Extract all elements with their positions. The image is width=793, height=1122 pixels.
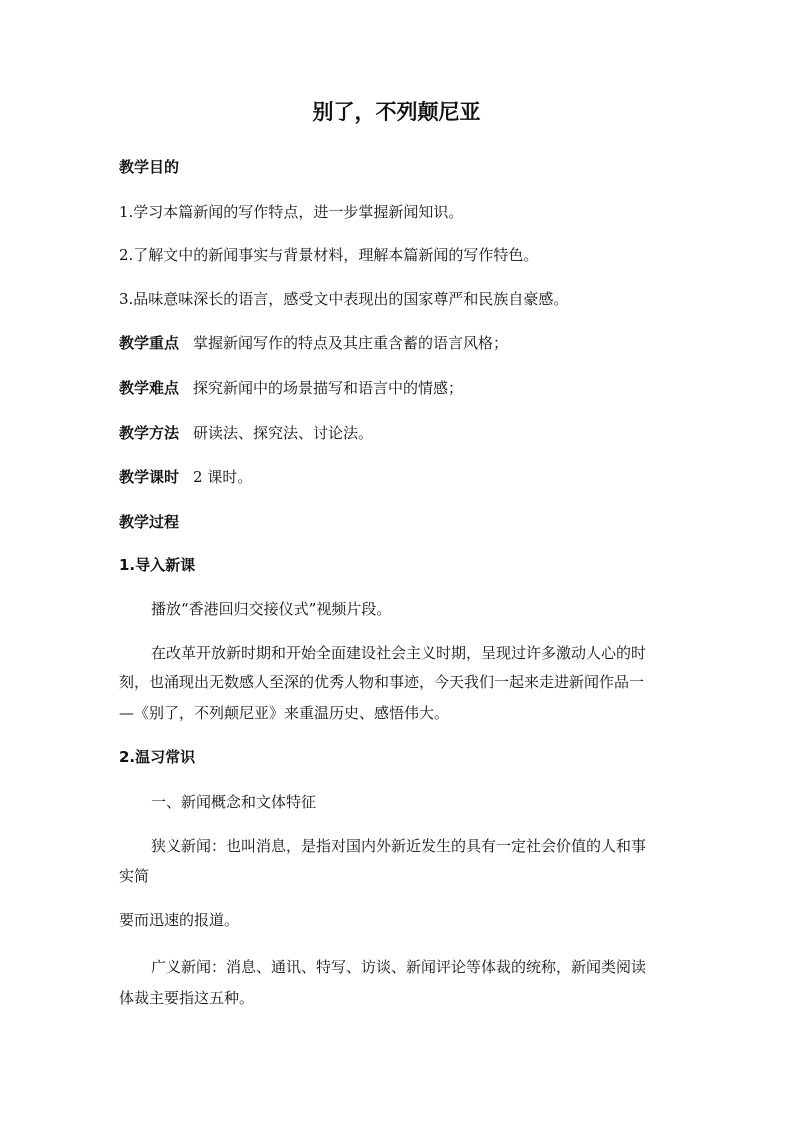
methods-text: 研读法、探究法、讨论法。 [193,424,374,442]
narrow-news-line-1: 狭义新闻：也叫消息，是指对国内外新近发生的具有一定社会价值的人和事 [151,837,647,855]
hours-text: 2 课时。 [193,468,253,486]
key-points-label: 教学重点 [119,334,180,352]
difficulties-row [119,378,463,398]
process-heading: 教学过程 [119,513,180,531]
section1-paragraph-2-line-3: —《别了，不列颠尼亚》来重温历史、感悟伟大。 [119,704,450,722]
narrow-news-line-3: 要而迅速的报道。 [119,911,240,929]
objectives-heading: 教学目的 [119,158,180,176]
broad-news-line-1: 广义新闻：消息、通讯、特写、访谈、新闻评论等体裁的统称，新闻类阅读 [151,958,647,976]
objective-item-1: 1.学习本篇新闻的写作特点，进一步掌握新闻知识。 [119,203,464,221]
section1-heading: 1.导入新课 [119,556,196,574]
key-points-text: 掌握新闻写作的特点及其庄重含蓄的语言风格； [193,334,509,352]
methods-label: 教学方法 [119,424,180,442]
section2-heading: 2.温习常识 [119,748,196,766]
document-title: 别了，不列颠尼亚 [312,100,481,124]
narrow-news-line-2: 实简 [119,867,150,885]
hours-label: 教学课时 [119,468,180,486]
methods-row [119,423,373,443]
difficulties-text: 探究新闻中的场景描写和语言中的情感； [193,379,464,397]
section1-paragraph-2-line-1: 在改革开放新时期和开始全面建设社会主义时期，呈现过许多激动人心的时 [151,644,647,662]
broad-news-line-2: 体裁主要指这五种。 [119,989,255,1007]
section1-paragraph-1: 播放“香港回归交接仪式”视频片段。 [151,600,392,618]
section1-paragraph-2-line-2: 刻，也涌现出无数感人至深的优秀人物和事迹，今天我们一起来走进新闻作品一 [119,673,645,691]
section2-subheading-1: 一、新闻概念和文体特征 [151,793,317,811]
key-points-row [119,333,508,353]
difficulties-label: 教学难点 [119,379,180,397]
objective-item-2: 2.了解文中的新闻事实与背景材料，理解本篇新闻的写作特色。 [119,246,539,264]
hours-row [119,467,252,487]
objective-item-3: 3.品味意味深长的语言，感受文中表现出的国家尊严和民族自豪感。 [119,290,569,308]
